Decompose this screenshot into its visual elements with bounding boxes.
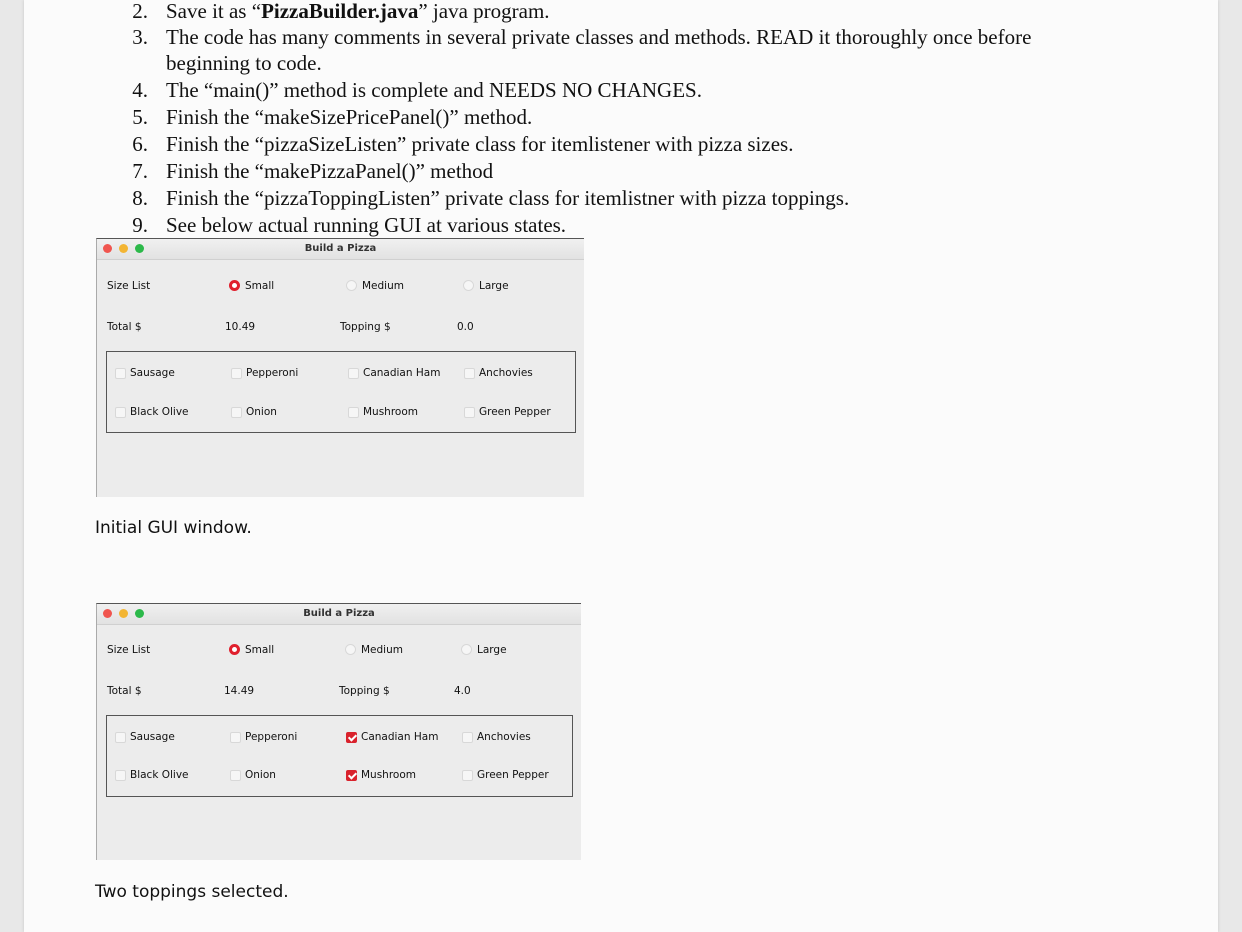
radio-large-label: Large [477,644,507,656]
checkbox-black-olive-label: Black Olive [130,406,189,418]
window-title: Build a Pizza [303,608,375,619]
checkbox-anchovies[interactable] [464,368,475,379]
checkbox-mushroom-label: Mushroom [361,769,417,781]
title-bar [97,239,584,260]
checkbox-black-olive[interactable] [115,407,126,418]
toppings-panel [106,715,573,797]
checkbox-green-pepper[interactable] [462,770,473,781]
radio-large[interactable] [463,280,474,291]
radio-medium-label: Medium [362,280,404,292]
total-label: Total $ [107,321,142,333]
checkbox-anchovies-label: Anchovies [477,731,531,743]
radio-medium[interactable] [345,644,356,655]
checkbox-green-pepper-label: Green Pepper [479,406,551,418]
checkbox-canadian-ham-label: Canadian Ham [361,731,439,743]
checkbox-green-pepper[interactable] [464,407,475,418]
gui-window-two-toppings [96,603,581,860]
checkbox-canadian-ham[interactable] [348,368,359,379]
checkbox-mushroom-label: Mushroom [363,406,419,418]
size-list-label: Size List [107,280,151,292]
total-value: 14.49 [224,685,255,697]
topping-label: Topping $ [339,685,390,697]
checkbox-pepperoni-label: Pepperoni [246,367,299,379]
total-label: Total $ [107,685,142,697]
checkbox-onion-label: Onion [246,406,277,418]
checkbox-sausage-label: Sausage [130,367,175,379]
radio-small[interactable] [229,644,240,655]
caption-initial: Initial GUI window. [95,518,252,538]
radio-medium-label: Medium [361,644,403,656]
caption-two-toppings: Two toppings selected. [95,882,289,902]
checkbox-onion[interactable] [231,407,242,418]
checkbox-mushroom[interactable] [348,407,359,418]
checkbox-canadian-ham-label: Canadian Ham [363,367,441,379]
checkbox-green-pepper-label: Green Pepper [477,769,549,781]
checkbox-canadian-ham[interactable] [346,732,357,743]
checkbox-black-olive-label: Black Olive [130,769,189,781]
checkbox-sausage-label: Sausage [130,731,175,743]
checkbox-black-olive[interactable] [115,770,126,781]
total-value: 10.49 [225,321,256,333]
size-list-label: Size List [107,644,151,656]
checkbox-sausage[interactable] [115,368,126,379]
radio-small-label: Small [245,280,275,292]
checkbox-mushroom[interactable] [346,770,357,781]
toppings-panel [106,351,576,433]
checkbox-onion[interactable] [230,770,241,781]
filename: PizzaBuilder.java [261,0,419,23]
title-bar [97,604,581,625]
topping-label: Topping $ [340,321,391,333]
window-title: Build a Pizza [304,243,377,254]
document-page: 2. Save it as “PizzaBuilder.java” java program. 3. The code has many comments in several private classes and methods. READ it thoroughly once before beginning to code. 4. The “main()” method is complete and NEEDS NO CHANGES. 5. Finish the “makeSizePricePanel()” method. 6. Finish the “pizzaSizeListen” private class for itemlistener with pizza sizes. 7. Finish the “makePizzaPanel()” method 8. Finish the “pizzaToppingListen” private class for itemlistner with pizza toppings. 9. See below actual running GUI at various states. Build a Pizza Size List Small Medium Large Total $ 10.49 Topping $ 0.0 Sausage Pepperoni Canadian Ham Anchovies Black Olive Onion Mushroom Green Pepper Initial GUI window. Build a Pizza Size List Small Medium Large Total $ 14.49 Topping $ 4.0 Sausage Pepperoni Canadian Ham Anchovies Black Olive Onion Mushroom Green Pepper Two toppings selected. [24,0,1218,932]
radio-medium[interactable] [346,280,357,291]
topping-value: 4.0 [454,685,471,697]
checkbox-pepperoni[interactable] [230,732,241,743]
radio-large[interactable] [461,644,472,655]
radio-large-label: Large [479,280,509,292]
gui-window-initial [96,238,584,497]
radio-small[interactable] [229,280,240,291]
checkbox-anchovies[interactable] [462,732,473,743]
checkbox-onion-label: Onion [245,769,276,781]
checkbox-sausage[interactable] [115,732,126,743]
topping-value: 0.0 [457,321,474,333]
checkbox-pepperoni-label: Pepperoni [245,731,298,743]
checkbox-pepperoni[interactable] [231,368,242,379]
radio-small-label: Small [245,644,275,656]
checkbox-anchovies-label: Anchovies [479,367,533,379]
